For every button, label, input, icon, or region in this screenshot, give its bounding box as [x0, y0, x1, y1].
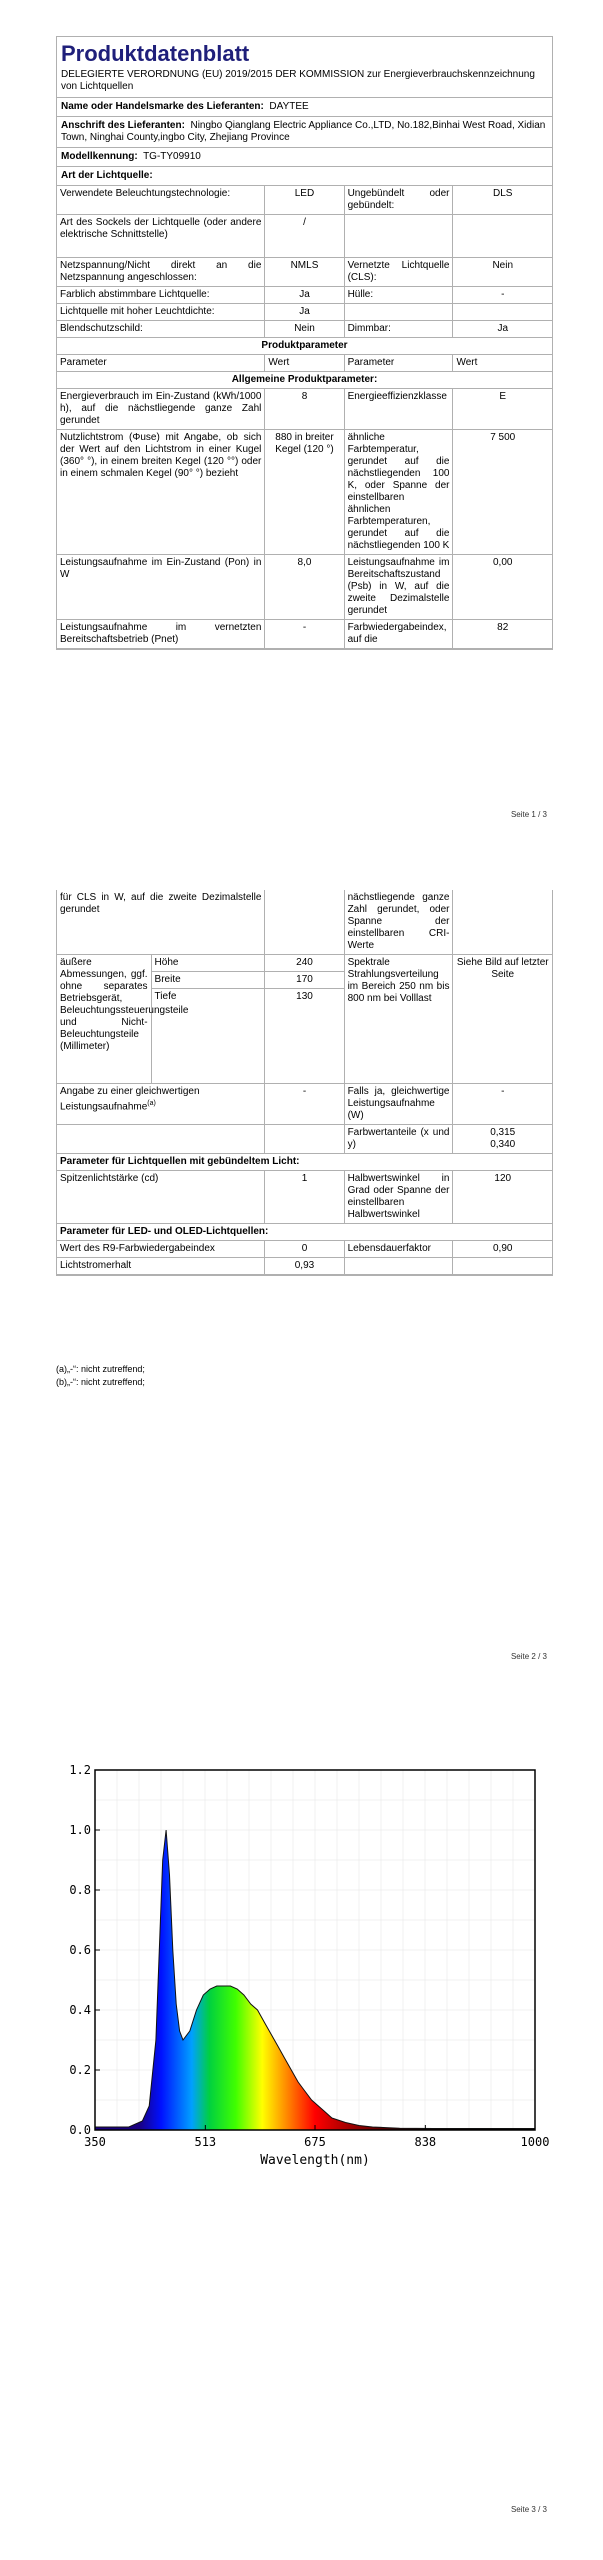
- page-number: Seite 2 / 3: [510, 1652, 547, 1661]
- table-cell: [344, 215, 453, 258]
- table-cell: Lichtquelle mit hoher Leuchtdichte:: [57, 304, 265, 321]
- table-row: [57, 1125, 552, 1154]
- table-row: [57, 1171, 552, 1224]
- header-cell: Wert: [265, 355, 344, 372]
- model-label: Modellkennung:: [61, 151, 138, 162]
- table-cell: [57, 1125, 265, 1154]
- table-cell: Farbwiedergabeindex, auf die: [344, 620, 453, 649]
- table-cell: [453, 890, 552, 955]
- table-row: [57, 186, 552, 215]
- dimension-name: Breite: [151, 972, 265, 989]
- regulation-subtitle: DELEGIERTE VERORDNUNG (EU) 2019/2015 DER KOMMISSION zur Energieverbrauchskennzeichnung von Lichtquellen: [57, 69, 552, 98]
- x-tick-label: 838: [414, 2135, 437, 2149]
- x-tick-label: 1000: [520, 2135, 550, 2149]
- address-row: [57, 117, 552, 148]
- table-cell: [453, 1258, 552, 1275]
- table-cell: Lebensdauerfaktor: [344, 1241, 453, 1258]
- chromaticity-y: 0,340: [490, 1139, 516, 1150]
- dimensions-row: [57, 955, 552, 972]
- x-tick-label: 350: [84, 2135, 106, 2149]
- table-cell: Vernetzte Lichtquelle (CLS):: [344, 258, 453, 287]
- section-led: Parameter für LED- und OLED-Lichtquellen:: [57, 1224, 552, 1241]
- page-title: Produktdatenblatt: [61, 41, 250, 66]
- dimension-value: 170: [265, 972, 344, 989]
- table-cell: 0: [265, 1241, 344, 1258]
- table-cell: Ja: [453, 321, 552, 338]
- address-label: Anschrift des Lieferanten:: [61, 120, 185, 131]
- supplier-value: DAYTEE: [269, 101, 309, 112]
- table-cell: -: [453, 287, 552, 304]
- table-cell: [344, 304, 453, 321]
- table-row: [57, 1258, 552, 1275]
- table-cell: Nein: [265, 321, 344, 338]
- table-cell: Falls ja, gleichwertige Leistungsaufnahme (W): [344, 1084, 453, 1125]
- table-row: [57, 1084, 552, 1125]
- table-row: [57, 430, 552, 555]
- table-cell: Farbwertanteile (x und y): [344, 1125, 453, 1154]
- table-cell: Leistungsaufnahme im Ein-Zustand (Pon) in W: [57, 555, 265, 620]
- section-row: [57, 1154, 552, 1171]
- table-cell: Energieeffizienzklasse: [344, 389, 453, 430]
- header-cell: Parameter: [57, 355, 265, 372]
- table-cell: 120: [453, 1171, 552, 1224]
- table-cell: 0,00: [453, 555, 552, 620]
- header-cell: Parameter: [344, 355, 453, 372]
- table-cell: [453, 304, 552, 321]
- table-cell: Energieverbrauch im Ein-Zustand (kWh/1000 h), auf die nächstliegende ganze Zahl gerundet: [57, 389, 265, 430]
- table-cell: [344, 1258, 453, 1275]
- table-cell: 0,93: [265, 1258, 344, 1275]
- table-cell: LED: [265, 186, 344, 215]
- table-cell: 8: [265, 389, 344, 430]
- table-row: [57, 321, 552, 338]
- model-row: [57, 148, 552, 167]
- table-cell: für CLS in W, auf die zweite Dezimalstelle gerundet: [57, 890, 265, 955]
- y-tick-label: 0.0: [69, 2123, 91, 2137]
- table-row: [57, 258, 552, 287]
- page-number: Seite 3 / 3: [510, 2505, 547, 2514]
- dimensions-label: äußere Abmessungen, ggf. ohne separates Betriebsgerät, Beleuchtungssteuerungsteile und Nicht-Beleuchtungsteile (Millimeter): [57, 955, 151, 1084]
- supplier-row: [57, 98, 552, 117]
- table-cell: Nutzlichtstrom (Φuse) mit Angabe, ob sich der Wert auf den Lichtstrom in einer Kugel (360° °), in einem breiten Kegel (120 °°) oder in einem schmalen Kegel (90° °) bezieht: [57, 430, 265, 555]
- table-cell: Blendschutzschild:: [57, 321, 265, 338]
- datasheet-page-1: [56, 36, 553, 650]
- spectral-label: Spektrale Strahlungsverteilung im Bereich 250 nm bis 800 nm bei Volllast: [344, 955, 453, 1084]
- table-cell: NMLS: [265, 258, 344, 287]
- chromaticity-values: [453, 1125, 552, 1154]
- table-cell: 0,90: [453, 1241, 552, 1258]
- section-row: [57, 372, 552, 389]
- section-directional: Parameter für Lichtquellen mit gebündeltem Licht:: [57, 1154, 552, 1171]
- y-tick-label: 0.6: [69, 1943, 91, 1957]
- y-tick-label: 0.8: [69, 1883, 91, 1897]
- table-cell: Leistungsaufnahme im vernetzten Bereitschaftsbetrieb (Pnet): [57, 620, 265, 649]
- equivalent-power-cell: [57, 1084, 265, 1125]
- footnote-ref: (a): [147, 1100, 156, 1107]
- footnotes: [56, 1363, 145, 1389]
- table-cell: E: [453, 389, 552, 430]
- y-tick-label: 0.2: [69, 2063, 91, 2077]
- table-cell: Verwendete Beleuchtungstechnologie:: [57, 186, 265, 215]
- dimension-name: Tiefe: [151, 989, 265, 1084]
- table-cell: 82: [453, 620, 552, 649]
- table-cell: 7 500: [453, 430, 552, 555]
- table-row: [57, 620, 552, 649]
- header-cell: Wert: [453, 355, 552, 372]
- table-cell: -: [265, 620, 344, 649]
- param-header-row: [57, 355, 552, 372]
- chromaticity-x: 0,315: [490, 1127, 516, 1138]
- model-value: TG-TY09910: [143, 151, 201, 162]
- table-cell: Ja: [265, 304, 344, 321]
- table-cell: Wert des R9-Farbwiedergabeindex: [57, 1241, 265, 1258]
- table-cell: [265, 890, 344, 955]
- equivalent-power-label: Angabe zu einer gleichwertigen Leistungsaufnahme: [60, 1086, 200, 1113]
- table-cell: DLS: [453, 186, 552, 215]
- page-number: Seite 1 / 3: [510, 810, 547, 819]
- y-tick-label: 1.0: [69, 1823, 91, 1837]
- address-value: Ningbo Qianglang Electric Appliance Co.,LTD, No.182,Binhai West Road, Xidian Town, Ninghai County,ingbo City, Zhejiang Province: [61, 120, 546, 143]
- table-row: [57, 215, 552, 258]
- light-source-table: [57, 186, 552, 649]
- section-produktparameter: Produktparameter: [57, 338, 552, 355]
- table-cell: [453, 215, 552, 258]
- table-cell: Ja: [265, 287, 344, 304]
- dimension-value: 130: [265, 989, 344, 1084]
- dimension-name: Höhe: [151, 955, 265, 972]
- table-cell: Dimmbar:: [344, 321, 453, 338]
- table-cell: /: [265, 215, 344, 258]
- parameters-table-continued: [57, 890, 552, 1275]
- table-row: [57, 389, 552, 430]
- table-cell: [265, 1125, 344, 1154]
- table-cell: Netzspannung/Nicht direkt an die Netzspannung angeschlossen:: [57, 258, 265, 287]
- light-source-type-heading: Art der Lichtquelle:: [57, 167, 552, 186]
- table-cell: ähnliche Farbtemperatur, gerundet auf die nächstliegenden 100 K, oder Spanne der einstellbaren ähnlichen Farbtemperaturen, gerundet auf die nächstliegenden 100 K: [344, 430, 453, 555]
- x-tick-label: 675: [304, 2135, 326, 2149]
- table-cell: Ungebündelt oder gebündelt:: [344, 186, 453, 215]
- table-row: [57, 555, 552, 620]
- table-row: [57, 1241, 552, 1258]
- section-general-parameters: Allgemeine Produktparameter:: [57, 372, 552, 389]
- table-cell: 8,0: [265, 555, 344, 620]
- x-axis-label: Wavelength(nm): [260, 2153, 370, 2168]
- dimension-value: 240: [265, 955, 344, 972]
- table-cell: Art des Sockels der Lichtquelle (oder andere elektrische Schnittstelle): [57, 215, 265, 258]
- spectral-value: Siehe Bild auf letzter Seite: [453, 955, 552, 1084]
- spectral-distribution-chart: [60, 1760, 550, 2190]
- table-cell: Hülle:: [344, 287, 453, 304]
- table-cell: Halbwertswinkel in Grad oder Spanne der einstellbaren Halbwertswinkel: [344, 1171, 453, 1224]
- table-cell: nächstliegende ganze Zahl gerundet, oder Spanne der einstellbaren CRI-Werte: [344, 890, 453, 955]
- y-tick-label: 0.4: [69, 2003, 91, 2017]
- y-tick-label: 1.2: [69, 1763, 91, 1777]
- page-1: [0, 0, 603, 830]
- table-cell: Nein: [453, 258, 552, 287]
- page-2: [0, 830, 603, 1680]
- footnote-b: (b)„-“: nicht zutreffend;: [56, 1377, 145, 1387]
- x-tick-label: 513: [194, 2135, 217, 2149]
- table-cell: Spitzenlichtstärke (cd): [57, 1171, 265, 1224]
- table-cell: -: [265, 1084, 344, 1125]
- page-3: [0, 1680, 603, 2560]
- table-row: [57, 287, 552, 304]
- table-cell: Farblich abstimmbare Lichtquelle:: [57, 287, 265, 304]
- datasheet-page-2: [56, 890, 553, 1276]
- table-row: [57, 304, 552, 321]
- table-row: [57, 890, 552, 955]
- table-cell: 880 in breiter Kegel (120 °): [265, 430, 344, 555]
- table-cell: 1: [265, 1171, 344, 1224]
- section-row: [57, 1224, 552, 1241]
- table-cell: Leistungsaufnahme im Bereitschaftszustand (Psb) in W, auf die zweite Dezimalstelle gerundet: [344, 555, 453, 620]
- table-cell: -: [453, 1084, 552, 1125]
- table-cell: Lichtstromerhalt: [57, 1258, 265, 1275]
- section-row: [57, 338, 552, 355]
- supplier-label: Name oder Handelsmarke des Lieferanten:: [61, 101, 264, 112]
- footnote-a: (a)„-“: nicht zutreffend;: [56, 1364, 145, 1374]
